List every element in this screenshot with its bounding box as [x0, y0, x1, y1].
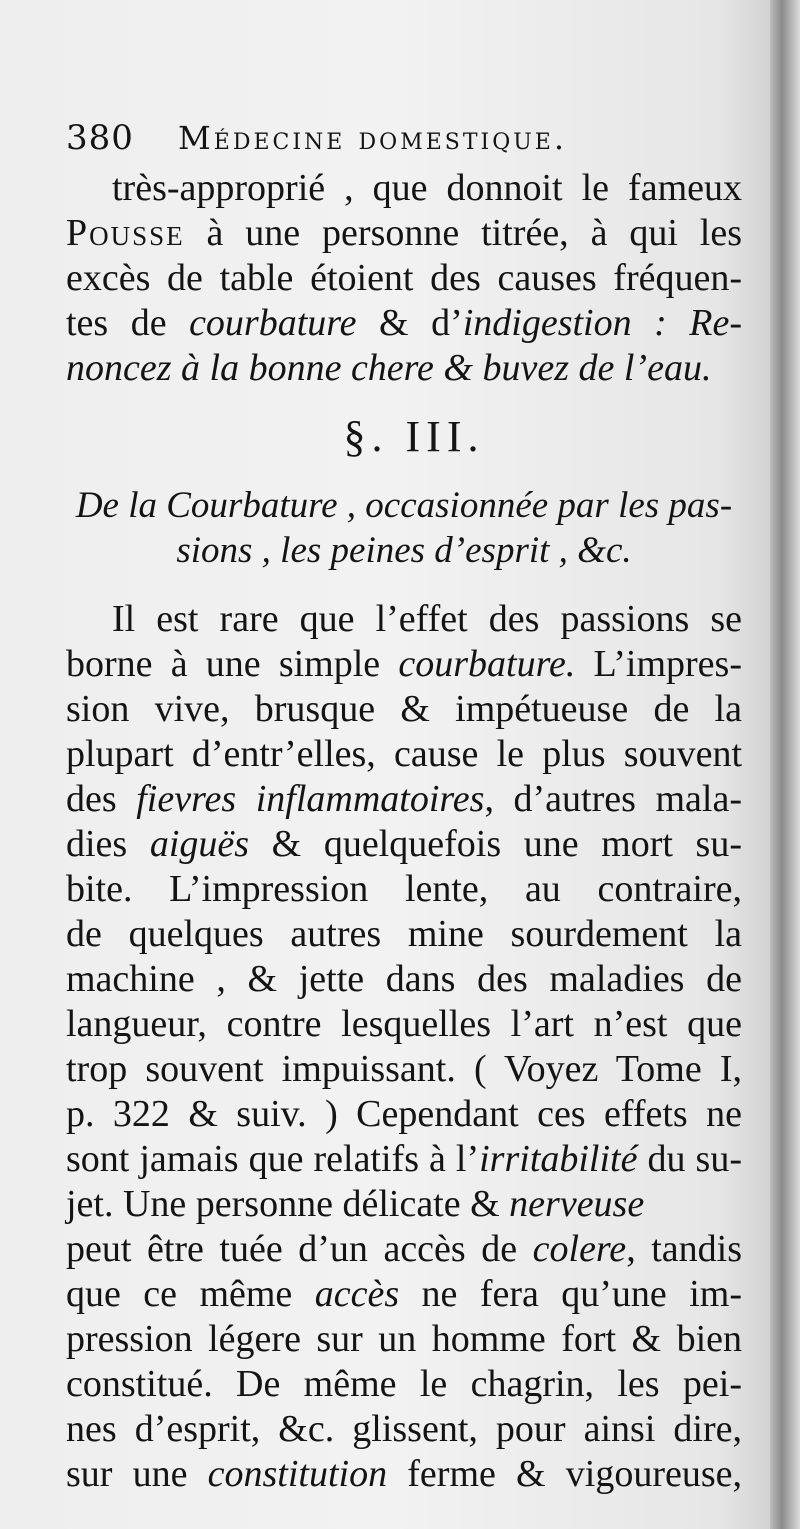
- text-line: [66, 597, 742, 642]
- text-run: Pousse: [66, 212, 185, 254]
- text-run: fievres inflammatoires: [136, 778, 485, 820]
- text-line: [66, 346, 742, 391]
- body-paragraph: [66, 597, 742, 1497]
- text-run: & quelquefois une mort su-: [249, 823, 742, 865]
- text-line: [66, 256, 742, 301]
- text-run: , d’autres mala-: [484, 778, 743, 820]
- text-run: , tandis: [626, 1228, 742, 1270]
- page-edge-shadow: [770, 0, 800, 1529]
- text-line: [66, 642, 742, 687]
- text-run: borne à une simple: [66, 643, 399, 685]
- text-line: [66, 912, 742, 957]
- text-run: nerveuse: [509, 1183, 645, 1225]
- text-run: courbature.: [398, 643, 576, 685]
- text-line: [66, 1182, 742, 1227]
- text-run: constitution: [207, 1453, 388, 1495]
- text-run: accès: [314, 1273, 400, 1315]
- text-run: Il est rare que l’effet des passions se: [112, 598, 742, 640]
- section-title-line: sions , les peines d’esprit , &c.: [176, 530, 632, 571]
- text-line: [66, 1272, 742, 1317]
- text-run: de quelques autres mine sourdement la: [66, 913, 742, 955]
- text-run: sont jamais que relatifs à l’: [66, 1138, 480, 1180]
- text-run: langueur, contre lesquelles l’art n’est que: [66, 1003, 742, 1045]
- text-run: plupart d’entr’elles, cause le plus souvent: [66, 733, 742, 775]
- text-line: [66, 1002, 742, 1047]
- text-run: peut être tuée d’un accès de: [66, 1228, 533, 1270]
- text-line: [66, 1227, 742, 1272]
- text-run: & d’: [356, 302, 463, 344]
- page-number: 380: [66, 118, 134, 158]
- running-head: Médecine domestique.: [178, 119, 568, 157]
- text-run: bite. L’impression lente, au contraire,: [66, 868, 742, 910]
- opening-paragraph: [66, 166, 742, 391]
- text-run: constitué. De même le chagrin, les pei-: [66, 1363, 742, 1405]
- text-run: irritabilité: [479, 1138, 638, 1180]
- section-title: [66, 483, 742, 573]
- page-header: [66, 118, 742, 162]
- text-run: aiguës: [149, 823, 250, 865]
- text-run: très-approprié , que donnoit le fameux: [112, 167, 742, 209]
- text-line: [66, 687, 742, 732]
- text-run: à une personne titrée, à qui les: [184, 212, 742, 254]
- text-run: ferme & vigoureuse,: [387, 1453, 743, 1495]
- text-line: [66, 301, 742, 346]
- text-run: du su-: [637, 1138, 742, 1180]
- text-line: [66, 1362, 742, 1407]
- text-line: [66, 957, 742, 1002]
- text-run: noncez à la bonne chere & buvez de l’eau.: [66, 347, 712, 389]
- text-run: trop souvent impuissant. ( Voyez Tome I,: [66, 1048, 742, 1090]
- text-run: machine , & jette dans des maladies de: [66, 958, 742, 1000]
- page-text-block: [66, 118, 742, 1497]
- text-run: que ce même: [66, 1273, 315, 1315]
- text-line: [66, 1407, 742, 1452]
- text-run: sion vive, brusque & impétueuse de la: [66, 688, 742, 730]
- text-run: courbature: [189, 302, 357, 344]
- text-run: pression légere sur un homme fort & bien: [66, 1318, 742, 1360]
- text-run: ne fera qu’une im-: [399, 1273, 742, 1315]
- text-run: sur une: [66, 1453, 208, 1495]
- text-line: [66, 732, 742, 777]
- text-line: [66, 867, 742, 912]
- text-line: [66, 1452, 742, 1497]
- text-line: [66, 1092, 742, 1137]
- text-run: colere: [532, 1228, 627, 1270]
- text-run: tes de: [66, 302, 190, 344]
- text-run: dies: [66, 823, 150, 865]
- section-title-line: De la Courbature , occasionnée par les pas-: [75, 485, 733, 526]
- text-run: indigestion : Re-: [462, 302, 742, 344]
- text-run: p. 322 & suiv. ) Cependant ces effets ne: [66, 1093, 742, 1135]
- text-run: excès de table étoient des causes fréquen-: [66, 257, 742, 299]
- text-line: [66, 777, 742, 822]
- text-line: [66, 1137, 742, 1182]
- text-line: [66, 211, 742, 256]
- section-heading: §. III.: [343, 412, 485, 461]
- text-run: des: [66, 778, 137, 820]
- text-run: nes d’esprit, &c. glissent, pour ainsi dire,: [66, 1408, 742, 1450]
- text-line: [66, 822, 742, 867]
- text-line: [66, 1047, 742, 1092]
- text-run: L’impres-: [575, 643, 742, 685]
- text-line: [66, 1317, 742, 1362]
- text-run: jet. Une personne délicate &: [66, 1183, 510, 1225]
- text-line: [66, 166, 742, 211]
